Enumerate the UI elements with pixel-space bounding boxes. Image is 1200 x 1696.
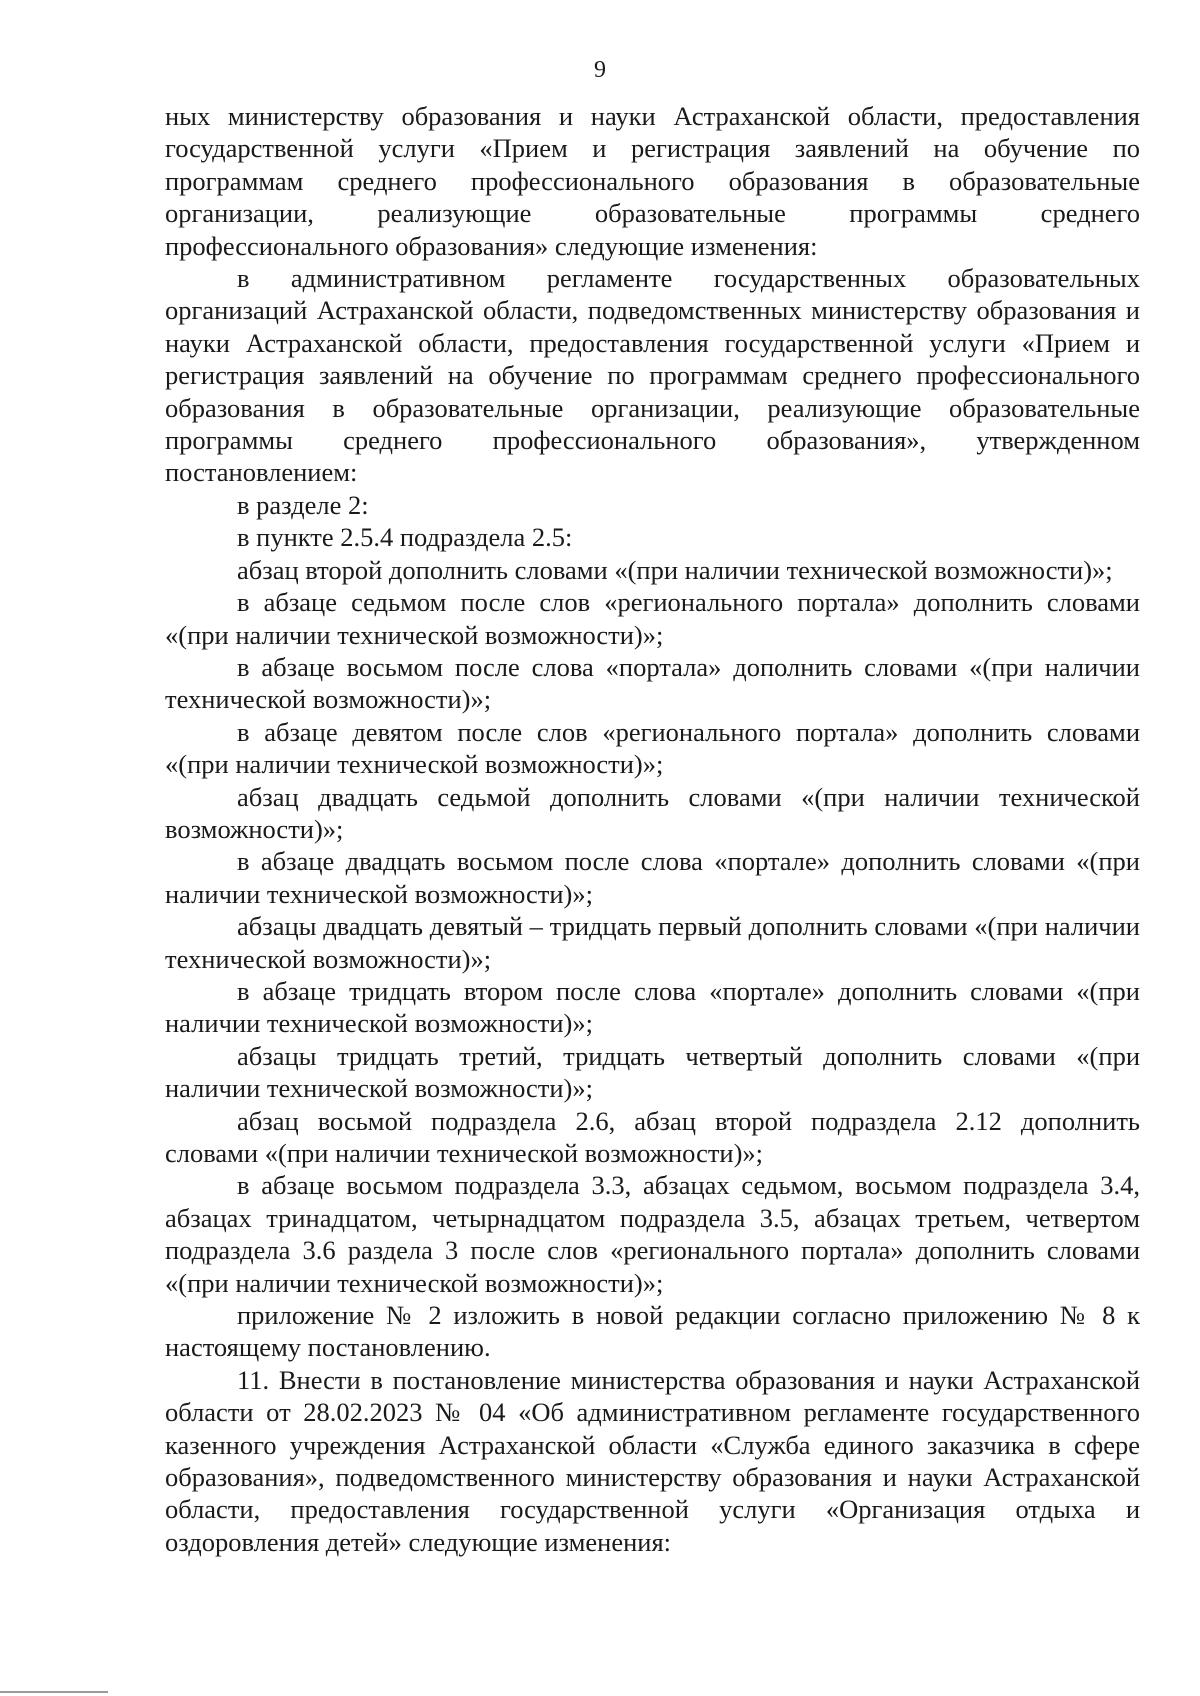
paragraph: в разделе 2: [237,489,369,520]
paragraph: абзац восьмой подраздела 2.6, абзац второй подраздела 2.12 дополнить словами «(при наличии технической возможности)»; [165,1105,1140,1168]
paragraph: в абзаце восьмом подраздела 3.3, абзацах седьмом, восьмом подраздела 3.4, абзацах тринадцатом, четырнадцатом подраздела 3.5, абзацах третьем, четвертом подраздела 3.6 раздела 3 после слов «регионального портала» дополнить словами «(при наличии технической возможности)»; [165,1170,1140,1298]
document-body [165,100,1140,1558]
scan-edge-mark [0,1691,108,1693]
paragraph: абзацы тридцать третий, тридцать четвертый дополнить словами «(при наличии технической возможности)»; [165,1040,1140,1104]
paragraph: абзац двадцать седьмой дополнить словами «(при наличии технической возможности)»; [165,781,1140,844]
paragraph: в абзаце седьмом после слов «регионального портала» дополнить словами «(при наличии технической возможности)»; [165,587,1140,650]
paragraph: абзац второй дополнить словами «(при наличии технической возможности)»; [237,554,1113,585]
paragraph: 11. Внести в постановление министерства образования и науки Астраханской области от 28.02.2023 № 04 «Об административном регламенте государственного казенного учреждения Астраханской области «Служба единого заказчика в сфере образования», подведомственного министерству образования и науки Астраханской области, предоставления государственной услуги «Организация отдыха и оздоровления детей» следующие изменения: [165,1364,1140,1557]
paragraph: в абзаце девятом после слов «регионального портала» дополнить словами «(при наличии технической возможности)»; [165,716,1140,780]
page-number: 9 [594,57,606,83]
paragraph: в пункте 2.5.4 подраздела 2.5: [237,522,573,553]
paragraph: приложение № 2 изложить в новой редакции согласно приложению № 8 к настоящему постановлению. [165,1300,1140,1363]
paragraph: в абзаце тридцать втором после слова «портале» дополнить словами «(при наличии технической возможности)»; [165,975,1140,1039]
paragraph: абзацы двадцать девятый – тридцать первый дополнить словами «(при наличии технической возможности)»; [165,911,1140,974]
paragraph: в абзаце восьмом после слова «портала» дополнить словами «(при наличии технической возможности)»; [165,651,1140,715]
paragraph: ных министерству образования и науки Астраханской области, предоставления государственной услуги «Прием и регистрация заявлений на обучение по программам среднего профессионального образования в образовательные организации, реализующие образовательные программы среднего профессионального образования» следующие изменения: [165,101,1140,261]
paragraph: в административном регламенте государственных образовательных организаций Астраханской области, подведомственных министерству образования и науки Астраханской области, предоставления государственной услуги «Прием и регистрация заявлений на обучение по программам среднего профессионального образования в образовательные организации, реализующие образовательные программы среднего профессионального образования», утвержденном постановлением: [165,263,1140,488]
paragraph: в абзаце двадцать восьмом после слова «портале» дополнить словами «(при наличии технической возможности)»; [165,846,1140,909]
